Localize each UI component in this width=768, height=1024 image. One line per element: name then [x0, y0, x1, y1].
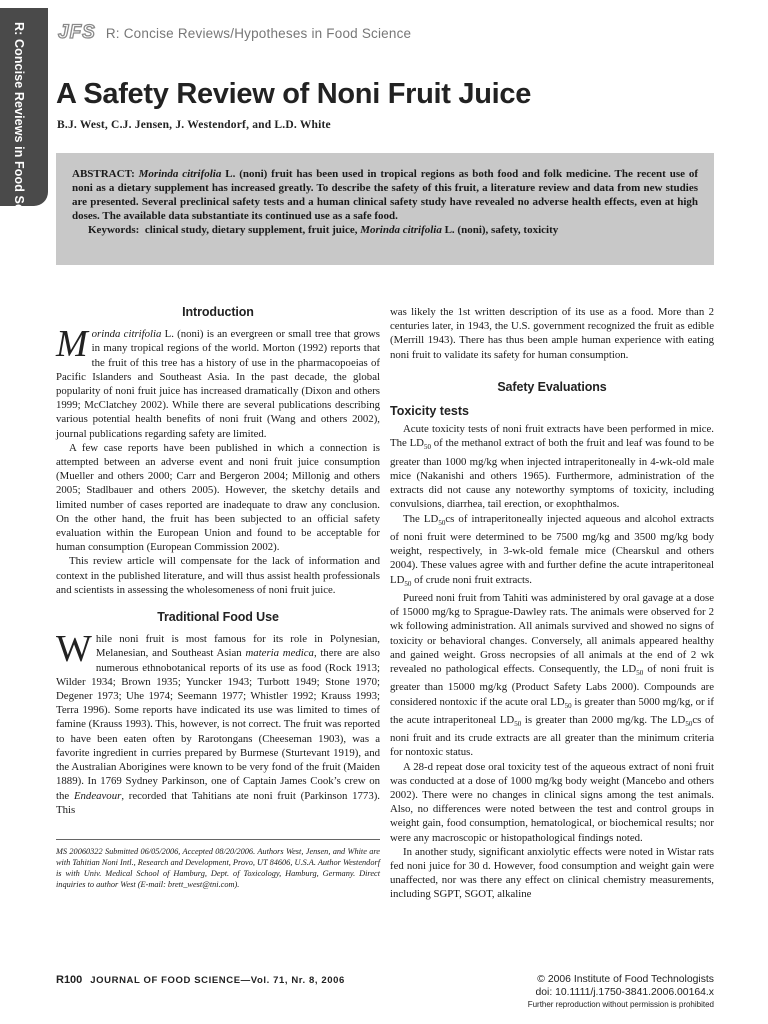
traditional-text-a: hile noni fruit is most famous for its role in Polynesian, Melanesian, and Southeast Asian [95, 633, 380, 660]
journal-citation: JOURNAL OF FOOD SCIENCE—Vol. 71, Nr. 8, 2006 [90, 975, 345, 986]
right-column [390, 305, 714, 902]
article-title: A Safety Review of Noni Fruit Juice [56, 78, 532, 110]
page-footer-left [56, 974, 345, 986]
dropcap-w: W [56, 628, 92, 671]
intro-species: orinda citrifolia [91, 328, 162, 341]
keywords-post: L. (noni), safety, toxicity [444, 224, 559, 236]
abstract-species: Morinda citrifolia [138, 168, 222, 180]
side-tab-label: R: Concise Reviews in Food Science [12, 22, 26, 244]
journal-header [58, 18, 411, 48]
ship-name: Endeavour [73, 789, 122, 802]
traditional-paragraph [56, 628, 381, 817]
continued-paragraph: was likely the 1st written description of its use as a food. More than 2 centuries later, in 1943, the U.S. government recognized the fruit as edible (Merrill 1943). There has thus been ample human experience with eating noni fruit to validate its safety for human consumption. [390, 306, 714, 361]
jfs-logo: JFS [58, 22, 96, 43]
footnote-divider [56, 839, 380, 840]
safety-evaluations-heading: Safety Evaluations [497, 379, 607, 394]
keywords [72, 223, 698, 237]
abstract-label: ABSTRACT: [72, 168, 135, 180]
page-footer-right [528, 974, 714, 1012]
traditional-text-c: , recorded that Tahitians ate noni fruit (Parkinson 1773). This [56, 789, 381, 816]
dropcap-m: M [56, 323, 88, 366]
left-column [56, 305, 380, 890]
abstract-text: L. (noni) fruit has been used in tropical regions as both food and folk medicine. The recent use of noni as a dietary supplement has increased greatly. To describe the safety of this fruit, a literature review and data from new studies are presented. Several preclinical safety tests and a human clinical safety study have revealed no adverse health effects, even at high doses. The available data substantiate its continued use as a safe food. [72, 168, 699, 222]
section-label: R: Concise Reviews/Hypotheses in Food Science [105, 25, 412, 41]
intro-paragraph-1 [56, 323, 380, 441]
doi: doi: 10.1111/j.1750-3841.2006.00164.x [535, 986, 714, 998]
toxicity-paragraph-4: A 28-d repeat dose oral toxicity test of the aqueous extract of noni fruit was conducted at a dose of 1000 mg/kg body weight (Mancebo and others 2002). There were no changes in clinical signs among the test animals. Also, no differences were noted between the test and control groups in weight gain, food consumption, hematological, or biochemical results; nor were any macroscopic or histopathological findings noted. [390, 760, 714, 844]
toxicity-paragraph-1: Acute toxicity tests of noni fruit extracts have been performed in mice. The $LD_{50}$ of the methanol extract of both the fruit and leaf was found to be greater than 1000 mg/kg when injected intraperitoneally in 4-wk-old male mice (Nakanishi and others 1965). Furthermore, administration of the extracts did not cause any noteworthy symptoms of toxicity, including convulsions, diarrhea, tail erection, or exophthalmos. [390, 423, 714, 511]
intro-paragraph-3: This review article will compensate for the lack of information and context in the published literature, and will thus assist health professionals and scientists in assessing the wholesomeness of noni fruit juice. [56, 555, 380, 596]
introduction-heading: Introduction [182, 305, 254, 319]
keywords-label: Keywords: [88, 224, 140, 236]
traditional-food-heading: Traditional Food Use [157, 610, 279, 625]
page-number: R100 [56, 974, 83, 986]
permission-notice: Further reproduction without permission is prohibited [527, 1000, 714, 1009]
toxicity-paragraph-5: In another study, significant anxiolytic effects were noted in Wistar rats fed noni juice for 30 d. However, food consumption and weight gain were unaffected, nor was there any effect on clinical chemistry measurements, including SGPT, SGOT, alkaline [390, 845, 714, 901]
manuscript-footnote: MS 20060322 Submitted 06/05/2006, Accepted 08/20/2006. Authors West, Jensen, and White are with Tahitian Noni Intl., Research and Development, Provo, UT 84606, U.S.A. Author Westendorf is with Univ. Medical School of Hamburg, Dept. of Toxicology, Hamburg, Germany. Direct inquiries to author West (E-mail: brett_west@tni.com). [56, 846, 380, 889]
keywords-species: Morinda citrifolia [360, 224, 442, 236]
author-list: B.J. West, C.J. Jensen, J. Westendorf, and L.D. White [57, 119, 331, 131]
abstract-box [56, 153, 714, 265]
intro-p1-text: L. (noni) is an evergreen or small tree that grows in many tropical regions of the world. Morton (1992) reports that the fruit of this tree has a history of use in the pharmacopoeias of Pacific Islanders and Southeast Asia. In the past decade, the global popularity of noni fruit juice has increased dramatically (Dixon and others 1999; McClatchey 2002). While there are several publications describing various potential health benefits of noni fruit (Wang and others 2002), journal publications regarding safety are limited. [56, 328, 380, 440]
intro-paragraph-2: A few case reports have been published in which a connection is attempted between an adverse event and noni fruit juice consumption (Mueller and others 2000; Carr and Bergeron 2004; Millonig and others 2005; Stadlbauer and others 2005). However, the sketchy details and limited number of cases reported are inadequate to draw any conclusion. On the other hand, the fruit has been subjected to an official safety evaluation within the European Union and found to be acceptable for human consumption (European Commission 2002). [56, 441, 380, 554]
materia-medica: materia medica [245, 647, 314, 660]
keywords-pre: clinical study, dietary supplement, fruit juice, [144, 224, 358, 236]
copyright: © 2006 Institute of Food Technologists [537, 974, 714, 985]
toxicity-tests-heading: Toxicity tests [390, 404, 469, 419]
side-section-tab [0, 8, 48, 244]
toxicity-paragraph-3: Pureed noni fruit from Tahiti was administered by oral gavage at a dose of 15000 mg/kg to Sprague-Dawley rats. The animals were observed for 2 wk following administration. All animals survived and showed no signs of toxicity or behavioral changes. Conversely, all animals appeared healthy and gained weight. Gross necropsies of all animals at the end of 2 wk revealed no pathological effects. Consequently, the $LD_{50}$ of noni fruit is greater than 15000 mg/kg (Product Safety Labs 2000). Compounds are considered nontoxic if the acute oral $LD_{50}$ is greater than 5000 mg/kg, or if the acute intraperitoneal $LD_{50}$ is greater than 2000 mg/kg. The $LD_{50}cs$ of noni fruit and its crude extracts are all greater than the minimum criteria for nontoxic status. [390, 591, 715, 759]
toxicity-paragraph-2: The $LD_{50}cs$ of intraperitoneally injected aqueous and alcohol extracts of noni fruit were determined to be 7500 mg/kg and 3500 mg/kg body weight, respectively, in 3-wk-old female mice (Chearskul and others 2004). These values agree with and further define the acute intraperitoneal $LD_{50}$ of crude noni fruit extracts. [390, 512, 714, 588]
traditional-text-b: , there are also numerous ethnobotanical reports of its use as food (Rock 1913; Wilder 1934; Brown 1935; Yuncker 1943; Turbott 1949; Stone 1970; Degener 1973; Uhe 1974; Seemann 1977; Whistler 1992; Krauss 1993; Terra 1996). Some reports have indicated its use was limited to times of famine (Krauss 1993). This, however, is not correct. The fruit was reported to have been eaten often by Rarotongans (Cheeseman 1903), was a favorite ingredient in curries prepared by Burmese (Sturtevant 1919), and the Australian Aborigines were known to be very fond of the fruit (Maiden 1889). In 1769 Sydney Parkinson, one of Captain James Cook’s crew on the [56, 647, 380, 802]
